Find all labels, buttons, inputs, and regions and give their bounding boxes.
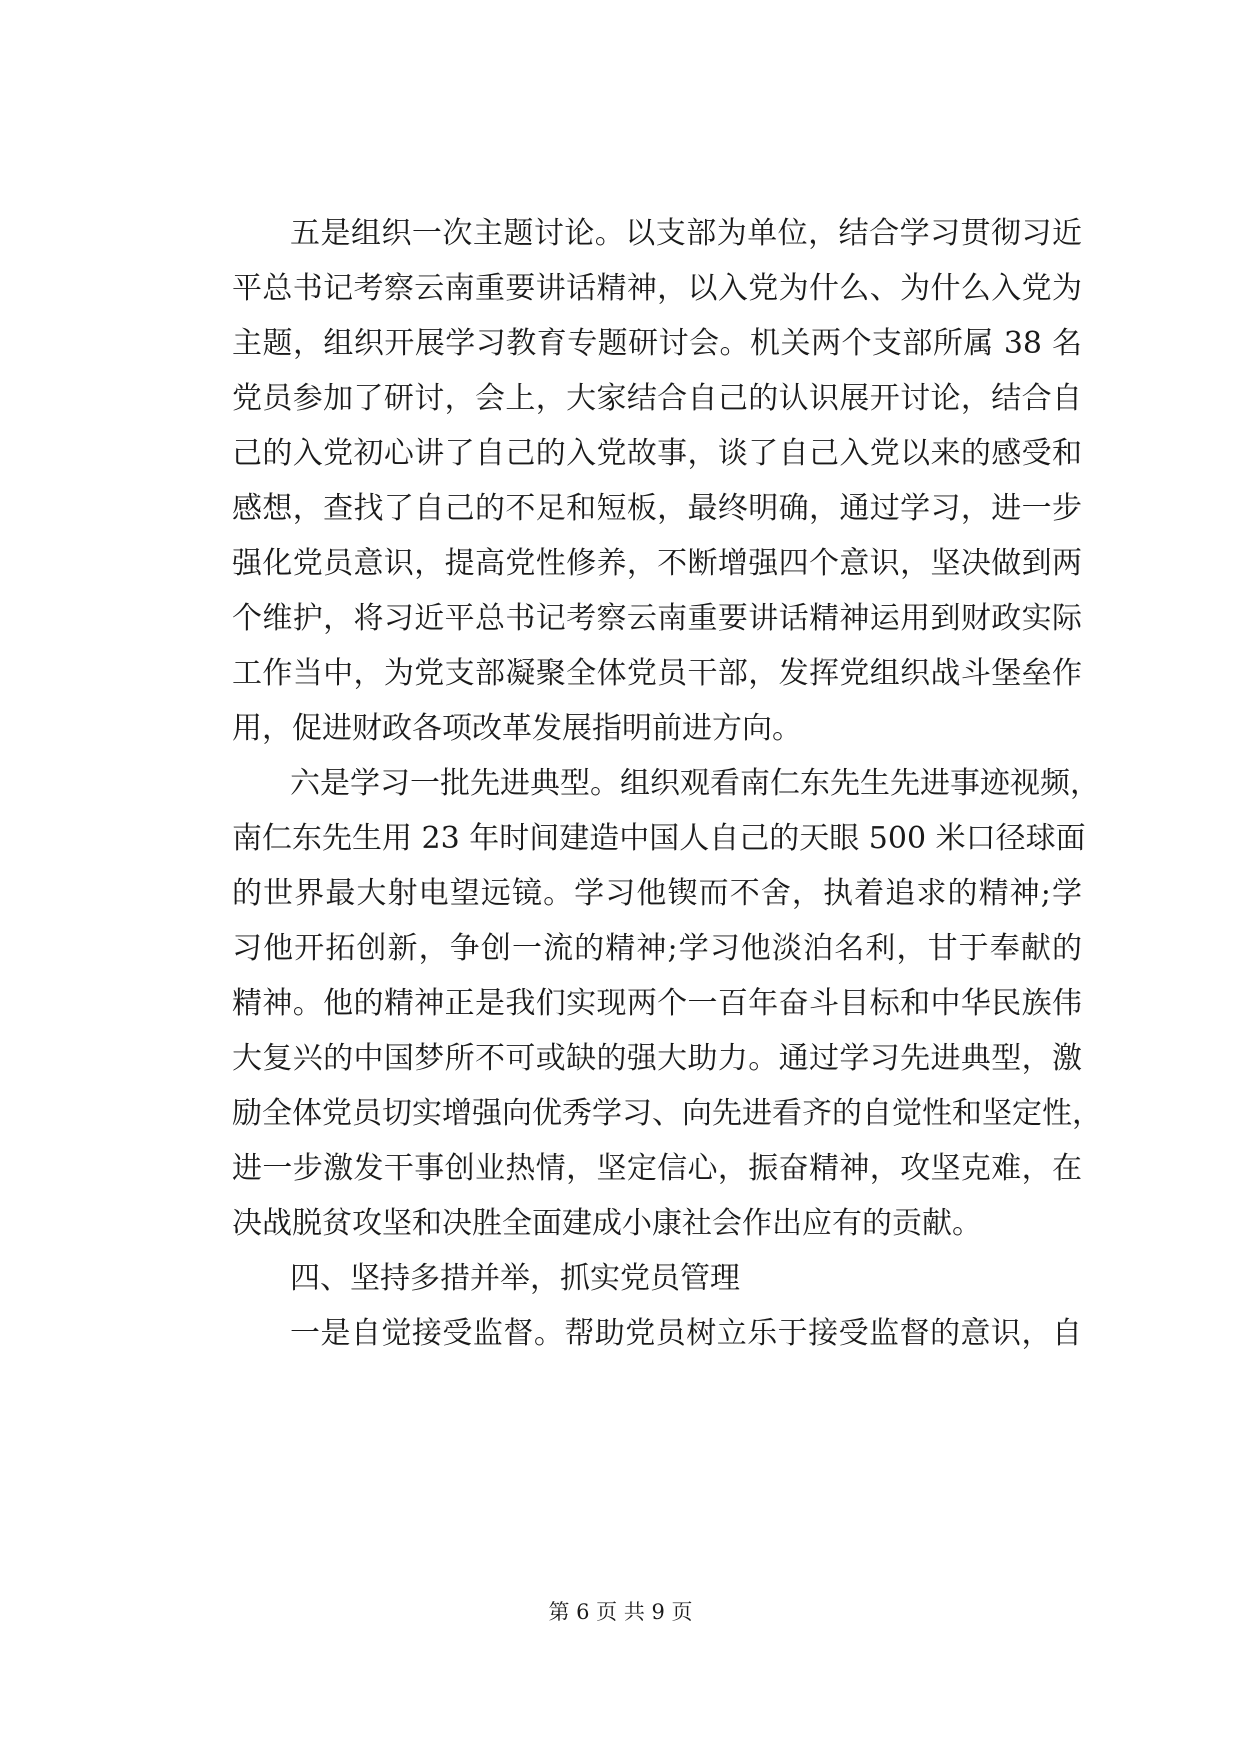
paragraph-6-line-6: 大复兴的中国梦所不可或缺的强大助力。通过学习先进典型，激	[232, 1041, 1082, 1076]
paragraph-5-line-7: 强化党员意识，提高党性修养，不断增强四个意识，坚决做到两	[232, 546, 1082, 581]
paragraph-6-line-9: 决战脱贫攻坚和决胜全面建成小康社会作出应有的贡献。	[232, 1206, 982, 1241]
paragraph-6-line-3: 的世界最大射电望远镜。学习他锲而不舍，执着追求的精神;学	[232, 876, 1082, 911]
paragraph-6-line-2: 南仁东先生用 23 年时间建造中国人自己的天眼 500 米口径球面	[232, 821, 1086, 856]
paragraph-6-line-7: 励全体党员切实增强向优秀学习、向先进看齐的自觉性和坚定性，	[232, 1096, 1102, 1131]
paragraph-5-line-10: 用，促进财政各项改革发展指明前进方向。	[232, 711, 802, 746]
paragraph-6-line-5: 精神。他的精神正是我们实现两个一百年奋斗目标和中华民族伟	[232, 986, 1082, 1021]
paragraph-5-line-6: 感想，查找了自己的不足和短板，最终明确，通过学习，进一步	[232, 491, 1082, 526]
paragraph-5-line-4: 党员参加了研讨，会上，大家结合自己的认识展开讨论，结合自	[232, 381, 1082, 416]
paragraph-6-line-8: 进一步激发干事创业热情，坚定信心，振奋精神，攻坚克难，在	[232, 1151, 1082, 1186]
paragraph-6-line-4: 习他开拓创新，争创一流的精神;学习他淡泊名利，甘于奉献的	[232, 931, 1082, 966]
paragraph-5-line-8: 个维护，将习近平总书记考察云南重要讲话精神运用到财政实际	[232, 601, 1082, 636]
section-heading: 四、坚持多措并举，抓实党员管理	[290, 1261, 740, 1296]
paragraph-1-line-1: 一是自觉接受监督。帮助党员树立乐于接受监督的意识，自	[290, 1316, 1082, 1351]
paragraph-5-line-3: 主题，组织开展学习教育专题研讨会。机关两个支部所属 38 名	[232, 326, 1082, 361]
paragraph-5-line-2: 平总书记考察云南重要讲话精神，以入党为什么、为什么入党为	[232, 271, 1082, 306]
paragraph-5-line-1: 五是组织一次主题讨论。以支部为单位，结合学习贯彻习近	[290, 216, 1082, 251]
paragraph-5-line-9: 工作当中，为党支部凝聚全体党员干部，发挥党组织战斗堡垒作	[232, 656, 1082, 691]
page-number-footer: 第 6 页 共 9 页	[548, 1600, 693, 1624]
paragraph-6-line-1: 六是学习一批先进典型。组织观看南仁东先生先进事迹视频，	[290, 766, 1100, 801]
paragraph-5-line-5: 己的入党初心讲了自己的入党故事，谈了自己入党以来的感受和	[232, 436, 1082, 471]
